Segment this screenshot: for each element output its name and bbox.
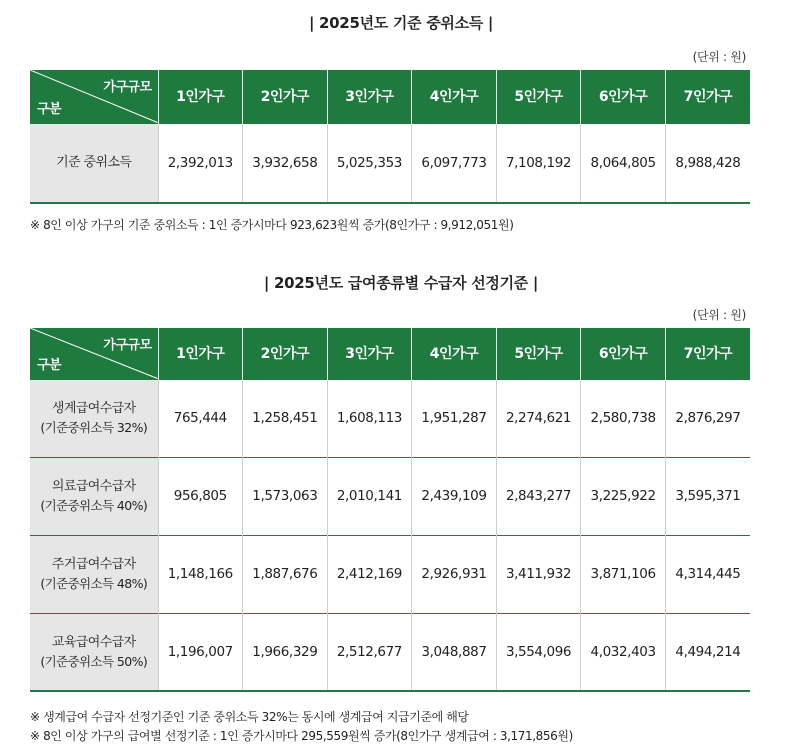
table2-col-header: 5인가구 xyxy=(496,328,581,379)
table1-unit: (단위 : 원) xyxy=(692,50,746,64)
table-cell: 3,554,096 xyxy=(496,613,581,691)
table-row xyxy=(30,457,750,535)
table-cell: 3,871,106 xyxy=(581,535,666,613)
table2-unit: (단위 : 원) xyxy=(692,308,746,322)
table-cell: 1,951,287 xyxy=(412,379,497,457)
row-label xyxy=(30,379,158,457)
row-label-sub: (기준중위소득 32%) xyxy=(40,420,148,435)
table-cell: 1,148,166 xyxy=(158,535,243,613)
table2-col-header: 2인가구 xyxy=(243,328,328,379)
median-income-table xyxy=(30,70,750,204)
table1-col-header: 6인가구 xyxy=(581,70,666,123)
table-cell: 5,025,353 xyxy=(327,123,412,203)
table-cell: 4,494,214 xyxy=(665,613,750,691)
row-label-sub: (기준중위소득 48%) xyxy=(40,576,148,591)
row-label: 기준 중위소득 xyxy=(30,123,158,203)
table-cell: 956,805 xyxy=(158,457,243,535)
table1-col-header: 2인가구 xyxy=(243,70,328,123)
table2-col-header: 6인가구 xyxy=(581,328,666,379)
row-label-main: 교육급여수급자 xyxy=(51,634,136,650)
table-cell: 1,608,113 xyxy=(327,379,412,457)
table-cell: 8,988,428 xyxy=(665,123,750,203)
table1-col-header: 5인가구 xyxy=(496,70,581,123)
table2-title: | 2025년도 급여종류별 수급자 선정기준 | xyxy=(263,274,539,292)
table-row xyxy=(30,613,750,691)
table2-col-header: 4인가구 xyxy=(412,328,497,379)
table-cell: 1,966,329 xyxy=(243,613,328,691)
table1-col-header: 3인가구 xyxy=(327,70,412,123)
table-cell: 1,573,063 xyxy=(243,457,328,535)
table-cell: 4,314,445 xyxy=(665,535,750,613)
table1-title: | 2025년도 기준 중위소득 | xyxy=(308,14,494,32)
table1-note: ※ 8인 이상 가구의 기준 중위소득 : 1인 증가시마다 923,623원씩 증가(8인가구 : 9,912,051원) xyxy=(30,218,514,232)
table-cell: 2,010,141 xyxy=(327,457,412,535)
table-cell: 3,932,658 xyxy=(243,123,328,203)
table-cell: 1,196,007 xyxy=(158,613,243,691)
corner-category: 구분 xyxy=(37,101,62,117)
corner-household-size: 가구규모 xyxy=(103,80,152,95)
benefit-criteria-table xyxy=(30,328,750,692)
table-cell: 2,876,297 xyxy=(665,379,750,457)
table-cell: 2,412,169 xyxy=(327,535,412,613)
row-label xyxy=(30,535,158,613)
row-label xyxy=(30,457,158,535)
row-label-main: 생계급여수급자 xyxy=(51,401,136,416)
table-row xyxy=(30,535,750,613)
table-cell: 2,926,931 xyxy=(412,535,497,613)
table2-col-header: 3인가구 xyxy=(327,328,412,379)
table-cell: 4,032,403 xyxy=(581,613,666,691)
row-label-main: 주거급여수급자 xyxy=(51,557,136,572)
table-cell: 1,258,451 xyxy=(243,379,328,457)
table-cell: 3,225,922 xyxy=(581,457,666,535)
table-cell: 7,108,192 xyxy=(496,123,581,203)
table-cell: 1,887,676 xyxy=(243,535,328,613)
table-cell: 765,444 xyxy=(158,379,243,457)
table2-col-header: 7인가구 xyxy=(665,328,750,379)
table2-header-row xyxy=(30,328,750,379)
table2-corner-header xyxy=(30,328,158,379)
table-cell: 2,580,738 xyxy=(581,379,666,457)
table1-col-header: 1인가구 xyxy=(158,70,243,123)
table1-col-header: 7인가구 xyxy=(665,70,750,123)
corner-category: 구분 xyxy=(37,357,62,373)
table-cell: 2,512,677 xyxy=(327,613,412,691)
table2-col-header: 1인가구 xyxy=(158,328,243,379)
table-cell: 8,064,805 xyxy=(581,123,666,203)
table-cell: 3,411,932 xyxy=(496,535,581,613)
table-cell: 2,439,109 xyxy=(412,457,497,535)
table2-note-2: ※ 8인 이상 가구의 급여별 선정기준 : 1인 증가시마다 295,559원씩 증가(8인가구 생계급여 : 3,171,856원) xyxy=(30,729,573,743)
row-label-sub: (기준중위소득 50%) xyxy=(40,653,148,669)
table1-corner-header xyxy=(30,70,158,123)
row-label xyxy=(30,613,158,691)
table-row xyxy=(30,379,750,457)
table-row xyxy=(30,123,750,203)
table-cell: 2,274,621 xyxy=(496,379,581,457)
table-cell: 6,097,773 xyxy=(412,123,497,203)
table2-note-1: ※ 생계급여 수급자 선정기준인 기준 중위소득 32%는 동시에 생계급여 지급기준에 해당 xyxy=(30,710,469,724)
table-cell: 3,048,887 xyxy=(412,613,497,691)
corner-household-size: 가구규모 xyxy=(103,338,152,353)
row-label-sub: (기준중위소득 40%) xyxy=(40,498,148,513)
table-cell: 2,843,277 xyxy=(496,457,581,535)
row-label-main: 의료급여수급자 xyxy=(51,479,136,494)
table-cell: 2,392,013 xyxy=(158,123,243,203)
table-cell: 3,595,371 xyxy=(665,457,750,535)
table1-header-row xyxy=(30,70,750,123)
table1-col-header: 4인가구 xyxy=(412,70,497,123)
